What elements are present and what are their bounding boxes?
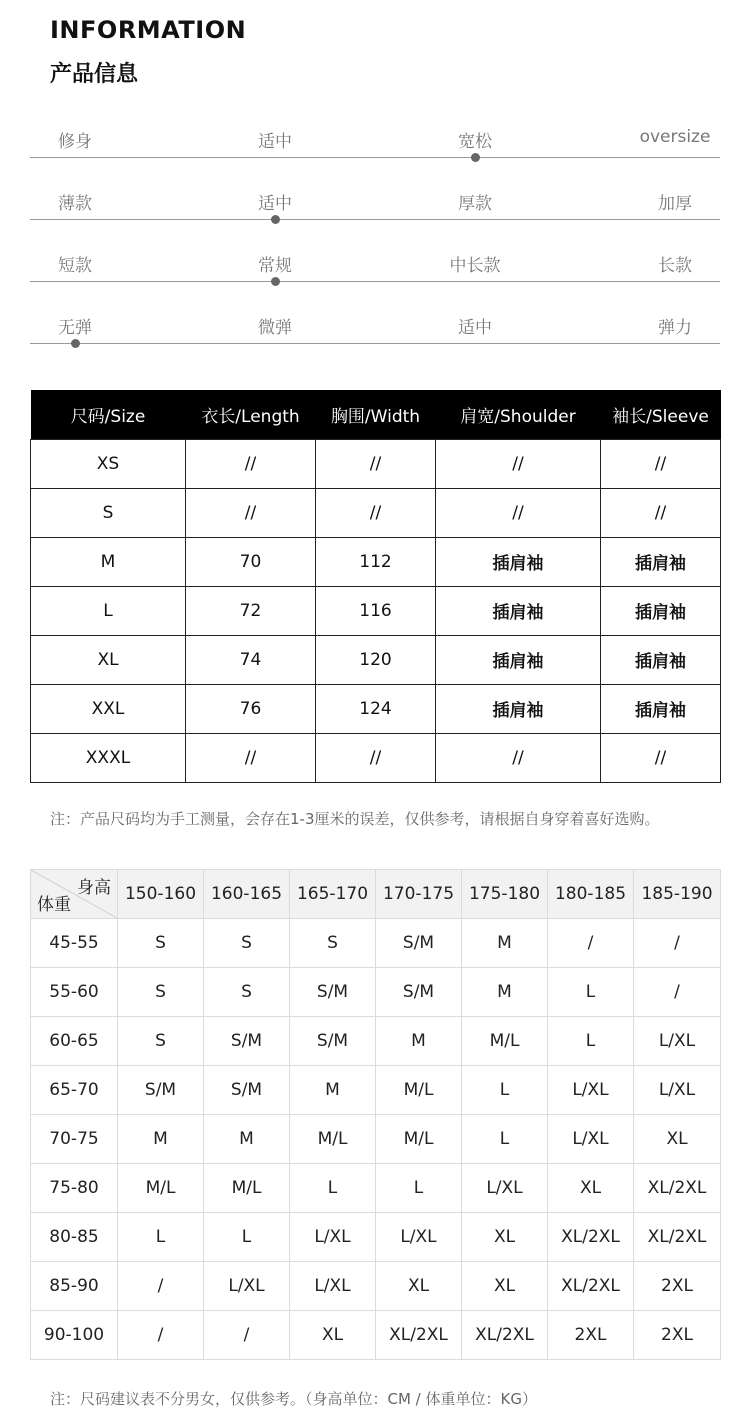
recommended-size-cell: M: [462, 919, 548, 968]
recommended-size-cell: S: [118, 968, 204, 1017]
recommendation-note: 注：尺码建议表不分男女，仅供参考。（身高单位：CM / 体重单位：KG）: [50, 1390, 537, 1408]
height-range-header: 170-175: [376, 870, 462, 919]
recommendation-row: [31, 1115, 721, 1164]
scale-line: [30, 219, 720, 220]
scale-option-label: 中长款: [449, 256, 501, 276]
recommended-size-cell: M: [376, 1017, 462, 1066]
recommended-size-cell: S/M: [290, 968, 376, 1017]
scale-option-label: 薄款: [58, 194, 92, 214]
weight-range-cell: 80-85: [31, 1213, 118, 1262]
size-table-cell: M: [31, 537, 186, 586]
size-table-column-header: 胸围/Width: [316, 390, 436, 439]
scale-option-label: 加厚: [658, 194, 692, 214]
recommended-size-cell: S/M: [204, 1066, 290, 1115]
recommended-size-cell: XL/2XL: [548, 1213, 634, 1262]
scale-option-label: 适中: [258, 194, 292, 214]
recommended-size-cell: 2XL: [548, 1311, 634, 1360]
weight-range-cell: 55-60: [31, 968, 118, 1017]
height-range-header: 165-170: [290, 870, 376, 919]
recommended-size-cell: L/XL: [462, 1164, 548, 1213]
recommended-size-cell: L: [376, 1164, 462, 1213]
height-range-header: 150-160: [118, 870, 204, 919]
size-table-row: [31, 684, 721, 733]
recommended-size-cell: XL/2XL: [634, 1164, 721, 1213]
recommended-size-cell: M: [290, 1066, 376, 1115]
size-table-cell: //: [316, 488, 436, 537]
size-table-cell: XXXL: [31, 733, 186, 782]
recommended-size-cell: XL: [634, 1115, 721, 1164]
size-table-cell: 插肩袖: [601, 635, 721, 684]
weight-range-cell: 75-80: [31, 1164, 118, 1213]
recommended-size-cell: L/XL: [548, 1115, 634, 1164]
scale-line: [30, 281, 720, 282]
title-english: INFORMATION: [50, 16, 247, 44]
size-table-cell: 124: [316, 684, 436, 733]
recommended-size-cell: M: [462, 968, 548, 1017]
recommended-size-cell: M: [204, 1115, 290, 1164]
size-table-cell: //: [601, 488, 721, 537]
size-table-row: [31, 635, 721, 684]
size-table-cell: //: [316, 733, 436, 782]
recommended-size-cell: XL: [462, 1262, 548, 1311]
recommended-size-cell: L/XL: [290, 1262, 376, 1311]
attribute-scale-length: [30, 251, 720, 313]
recommended-size-cell: L: [548, 1017, 634, 1066]
recommended-size-cell: XL/2XL: [376, 1311, 462, 1360]
recommended-size-cell: /: [118, 1311, 204, 1360]
scale-option-label: 短款: [58, 256, 92, 276]
recommended-size-cell: S: [118, 1017, 204, 1066]
size-table-cell: 74: [186, 635, 316, 684]
weight-range-cell: 70-75: [31, 1115, 118, 1164]
weight-range-cell: 60-65: [31, 1017, 118, 1066]
recommended-size-cell: S: [204, 919, 290, 968]
size-note: 注：产品尺码均为手工测量，会存在1-3厘米的误差，仅供参考，请根据自身穿着喜好选购。: [50, 810, 660, 828]
weight-range-cell: 65-70: [31, 1066, 118, 1115]
recommended-size-cell: L/XL: [548, 1066, 634, 1115]
size-table-cell: //: [186, 488, 316, 537]
recommended-size-cell: S/M: [204, 1017, 290, 1066]
scale-option-label: 弹力: [658, 318, 692, 338]
recommended-size-cell: XL: [462, 1213, 548, 1262]
size-table-row: [31, 439, 721, 488]
recommended-size-cell: S: [290, 919, 376, 968]
size-table-cell: //: [436, 439, 601, 488]
recommended-size-cell: XL: [376, 1262, 462, 1311]
weight-label: 体重: [37, 895, 71, 915]
size-table-header: [31, 390, 721, 439]
recommended-size-cell: L: [462, 1115, 548, 1164]
size-table-cell: //: [601, 733, 721, 782]
recommended-size-cell: S/M: [290, 1017, 376, 1066]
weight-range-cell: 45-55: [31, 919, 118, 968]
recommended-size-cell: L/XL: [376, 1213, 462, 1262]
scale-option-label: 无弹: [58, 318, 92, 338]
height-weight-corner: [31, 870, 118, 919]
size-table-cell: 72: [186, 586, 316, 635]
recommended-size-cell: /: [118, 1262, 204, 1311]
recommended-size-cell: L/XL: [290, 1213, 376, 1262]
scale-option-label: 长款: [658, 256, 692, 276]
attribute-scale-elasticity: [30, 313, 720, 375]
recommended-size-cell: S/M: [376, 919, 462, 968]
recommended-size-cell: M/L: [290, 1115, 376, 1164]
recommendation-row: [31, 1311, 721, 1360]
size-table-cell: XXL: [31, 684, 186, 733]
size-table-row: [31, 586, 721, 635]
size-table-cell: 插肩袖: [436, 684, 601, 733]
title-chinese: 产品信息: [50, 62, 139, 87]
recommended-size-cell: /: [204, 1311, 290, 1360]
size-table-column-header: 衣长/Length: [186, 390, 316, 439]
recommendation-row: [31, 1213, 721, 1262]
size-table-cell: 插肩袖: [601, 684, 721, 733]
recommended-size-cell: L: [462, 1066, 548, 1115]
size-table-cell: //: [186, 733, 316, 782]
recommended-size-cell: L: [290, 1164, 376, 1213]
scale-selected-dot: [471, 153, 480, 162]
size-table-cell: XL: [31, 635, 186, 684]
scale-line: [30, 157, 720, 158]
attribute-scale-fit: [30, 127, 720, 189]
scale-selected-dot: [271, 277, 280, 286]
recommended-size-cell: M/L: [118, 1164, 204, 1213]
recommended-size-cell: XL/2XL: [462, 1311, 548, 1360]
recommended-size-cell: M/L: [376, 1066, 462, 1115]
scale-line: [30, 343, 720, 344]
size-table-column-header: 袖长/Sleeve: [601, 390, 721, 439]
recommended-size-cell: M/L: [204, 1164, 290, 1213]
recommended-size-cell: 2XL: [634, 1311, 721, 1360]
size-table-cell: 插肩袖: [436, 586, 601, 635]
recommendation-row: [31, 1066, 721, 1115]
recommended-size-cell: M: [118, 1115, 204, 1164]
recommended-size-cell: S/M: [118, 1066, 204, 1115]
recommendation-row: [31, 1017, 721, 1066]
size-table-cell: 76: [186, 684, 316, 733]
recommended-size-cell: L: [204, 1213, 290, 1262]
size-table-row: [31, 537, 721, 586]
height-range-header: 180-185: [548, 870, 634, 919]
scale-option-label: oversize: [639, 127, 711, 147]
recommendation-row: [31, 1164, 721, 1213]
size-table-cell: 120: [316, 635, 436, 684]
scale-option-label: 厚款: [458, 194, 492, 214]
recommended-size-cell: L/XL: [204, 1262, 290, 1311]
scale-option-label: 常规: [258, 256, 292, 276]
scale-selected-dot: [71, 339, 80, 348]
recommended-size-cell: /: [548, 919, 634, 968]
recommended-size-cell: XL/2XL: [548, 1262, 634, 1311]
size-table-cell: S: [31, 488, 186, 537]
scale-option-label: 修身: [58, 132, 92, 152]
recommendation-row: [31, 968, 721, 1017]
height-range-header: 160-165: [204, 870, 290, 919]
recommended-size-cell: L/XL: [634, 1066, 721, 1115]
recommended-size-cell: XL: [290, 1311, 376, 1360]
height-range-header: 185-190: [634, 870, 721, 919]
recommendation-row: [31, 919, 721, 968]
recommended-size-cell: L: [118, 1213, 204, 1262]
recommended-size-cell: L/XL: [634, 1017, 721, 1066]
scale-selected-dot: [271, 215, 280, 224]
recommended-size-cell: L: [548, 968, 634, 1017]
size-table-column-header: 尺码/Size: [31, 390, 186, 439]
weight-range-cell: 90-100: [31, 1311, 118, 1360]
height-label: 身高: [77, 878, 111, 898]
recommended-size-cell: 2XL: [634, 1262, 721, 1311]
recommended-size-cell: S: [118, 919, 204, 968]
scale-option-label: 宽松: [458, 132, 492, 152]
recommended-size-cell: S/M: [376, 968, 462, 1017]
size-table-cell: 116: [316, 586, 436, 635]
size-table-row: [31, 733, 721, 782]
size-recommendation-table: [30, 869, 721, 1360]
recommended-size-cell: /: [634, 968, 721, 1017]
recommended-size-cell: /: [634, 919, 721, 968]
recommended-size-cell: S: [204, 968, 290, 1017]
size-table-cell: 插肩袖: [601, 537, 721, 586]
height-range-header: 175-180: [462, 870, 548, 919]
size-table-cell: 112: [316, 537, 436, 586]
size-table-cell: 70: [186, 537, 316, 586]
weight-range-cell: 85-90: [31, 1262, 118, 1311]
size-table-cell: XS: [31, 439, 186, 488]
size-table-cell: //: [601, 439, 721, 488]
size-table-cell: L: [31, 586, 186, 635]
size-table: [30, 390, 721, 783]
scale-option-label: 适中: [458, 318, 492, 338]
size-table-row: [31, 488, 721, 537]
recommended-size-cell: M/L: [462, 1017, 548, 1066]
size-table-cell: //: [436, 733, 601, 782]
recommended-size-cell: XL: [548, 1164, 634, 1213]
attribute-scale-thickness: [30, 189, 720, 251]
size-table-cell: 插肩袖: [436, 537, 601, 586]
size-table-cell: //: [316, 439, 436, 488]
recommendation-row: [31, 1262, 721, 1311]
scale-option-label: 适中: [258, 132, 292, 152]
scale-option-label: 微弹: [258, 318, 292, 338]
recommended-size-cell: M/L: [376, 1115, 462, 1164]
recommended-size-cell: XL/2XL: [634, 1213, 721, 1262]
size-table-cell: //: [186, 439, 316, 488]
size-table-cell: 插肩袖: [601, 586, 721, 635]
recommendation-header: [31, 870, 721, 919]
size-table-column-header: 肩宽/Shoulder: [436, 390, 601, 439]
size-table-cell: //: [436, 488, 601, 537]
size-table-cell: 插肩袖: [436, 635, 601, 684]
